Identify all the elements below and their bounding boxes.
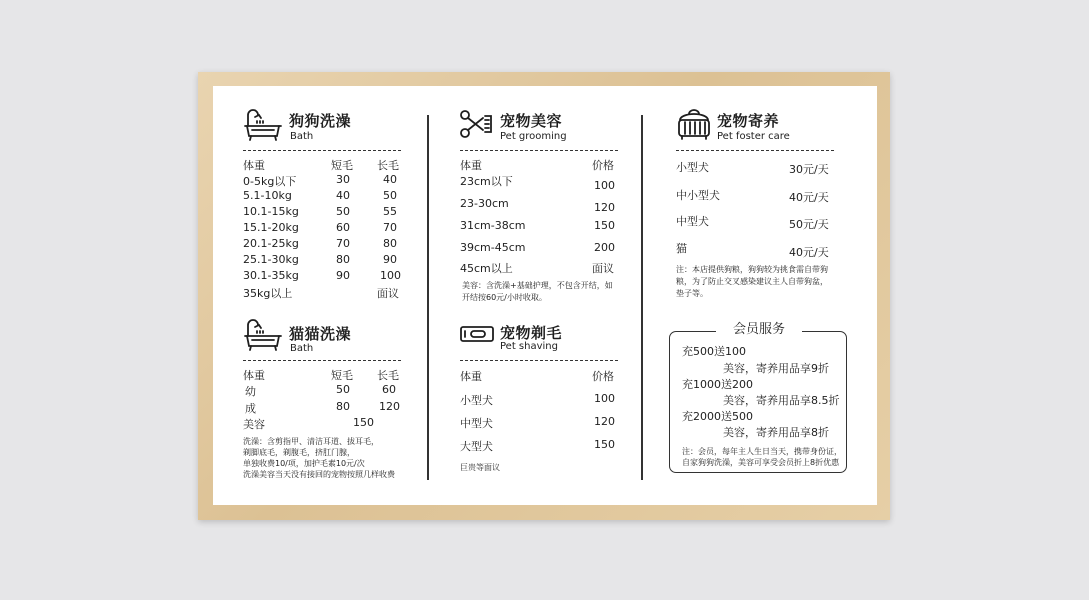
short-price: 40: [336, 189, 350, 202]
bathtub-icon: [243, 318, 283, 352]
bath-note-3: 单独收费10/项，加护毛素10元/次: [243, 459, 365, 468]
table-row: [460, 415, 620, 433]
membership-tier: 充2000送500: [682, 410, 753, 423]
long-price: 90: [383, 253, 397, 266]
grooming-note-1: 美容：含洗澡+基础护理，不包含开结，如: [462, 281, 613, 290]
table-row: [460, 392, 620, 410]
long-price: 70: [383, 221, 397, 234]
divider: [676, 150, 834, 151]
price: 30元/天: [789, 163, 829, 176]
service-cell: 美容: [243, 418, 265, 431]
membership-tier: 充1000送200: [682, 378, 753, 391]
table-row: [460, 241, 620, 259]
table-row: [460, 260, 620, 278]
col-price: 价格: [592, 370, 614, 383]
divider: [243, 360, 401, 361]
shaver-icon: [459, 324, 495, 344]
long-price: 60: [382, 383, 396, 396]
col-weight: 体重: [460, 370, 482, 383]
membership-note-2: 自家狗狗洗澡，美容可享受会员折上8折优惠: [682, 458, 840, 467]
membership-note-1: 注：会员，每年主人生日当天，携带身份证，: [682, 447, 842, 456]
table-row: [676, 213, 836, 231]
table-row: [460, 438, 620, 456]
size-cell: 中小型犬: [676, 189, 720, 202]
long-price: 50: [383, 189, 397, 202]
price: 100: [594, 392, 615, 405]
long-price: 40: [383, 173, 397, 186]
price: 面议: [592, 262, 614, 275]
grooming-note-2: 开结按60元/小时收取。: [462, 293, 547, 302]
long-price: 100: [380, 269, 401, 282]
shaving-note: 巨贵等面议: [460, 463, 500, 472]
size-cell: 39cm-45cm: [460, 241, 526, 254]
size-cell: 中型犬: [676, 215, 709, 228]
short-price: 30: [336, 173, 350, 186]
weight-cell: 10.1-15kg: [243, 205, 299, 218]
scissors-icon: [459, 108, 495, 142]
price: 150: [594, 438, 615, 451]
cat-bath-title: 猫猫洗澡: [289, 325, 352, 343]
table-row: [245, 383, 405, 401]
dog-bath-subtitle: Bath: [290, 131, 314, 142]
membership-benefit: 美容，寄养用品享8折: [723, 426, 829, 439]
table-row: [460, 197, 620, 215]
size-cell: 23-30cm: [460, 197, 509, 210]
long-price: 120: [379, 400, 400, 413]
divider: [460, 150, 618, 151]
weight-cell: 20.1-25kg: [243, 237, 299, 250]
table-row: [243, 285, 403, 303]
size-cell: 大型犬: [460, 440, 493, 453]
table-row: [460, 219, 620, 237]
table-header: [460, 368, 620, 386]
price: 50元/天: [789, 218, 829, 231]
dog-bath-title: 狗狗洗澡: [289, 112, 352, 130]
long-price: 55: [383, 205, 397, 218]
col-long: 长毛: [377, 159, 399, 172]
col-weight: 体重: [460, 159, 482, 172]
weight-cell: 30.1-35kg: [243, 269, 299, 282]
shaving-subtitle: Pet shaving: [500, 341, 558, 352]
long-price: 面议: [377, 287, 399, 300]
foster-subtitle: Pet foster care: [717, 131, 790, 142]
table-row: [676, 187, 836, 205]
long-price: 80: [383, 237, 397, 250]
short-price: 60: [336, 221, 350, 234]
pet-carrier-icon: [676, 108, 712, 142]
bath-note-4: 洗澡美容当天没有接回的宠物按照几样收费: [243, 470, 395, 479]
short-price: 90: [336, 269, 350, 282]
shaving-title: 宠物剃毛: [500, 324, 563, 342]
price: 40元/天: [789, 246, 829, 259]
column-divider: [641, 115, 643, 480]
size-cell: 31cm-38cm: [460, 219, 526, 232]
weight-cell: 0-5kg以下: [243, 175, 297, 188]
membership-title: 会员服务: [716, 320, 802, 340]
membership-tier: 充500送100: [682, 345, 746, 358]
foster-note-1: 注：本店提供狗粮，狗狗较为挑食需自带狗: [676, 265, 828, 274]
bathtub-icon: [243, 108, 283, 142]
grooming-title: 宠物美容: [500, 112, 563, 130]
col-long: 长毛: [377, 369, 399, 382]
foster-note-3: 垫子等。: [676, 289, 708, 298]
size-cell: 23cm以下: [460, 175, 513, 188]
short-price: 70: [336, 237, 350, 250]
cat-bath-subtitle: Bath: [290, 343, 314, 354]
divider: [460, 360, 618, 361]
table-row: [676, 240, 836, 258]
size-cell: 猫: [676, 242, 687, 255]
price: 100: [594, 179, 615, 192]
membership-benefit: 美容，寄养用品享9折: [723, 362, 829, 375]
col-weight: 体重: [243, 369, 265, 382]
bath-note-1: 洗澡：含剪指甲、清洁耳道、拔耳毛，: [243, 437, 379, 446]
bath-note-2: 剃脚底毛，剃腹毛，挤肛门腺，: [243, 448, 355, 457]
weight-cell: 5.1-10kg: [243, 189, 292, 202]
price: 40元/天: [789, 191, 829, 204]
table-row: [243, 416, 403, 434]
foster-note-2: 粮，为了防止交叉感染建议主人自带狗盆，: [676, 277, 828, 286]
age-cell: 幼: [245, 385, 256, 398]
size-cell: 45cm以上: [460, 262, 513, 275]
short-price: 50: [336, 205, 350, 218]
weight-cell: 35kg以上: [243, 287, 293, 300]
foster-title: 宠物寄养: [717, 112, 780, 130]
col-weight: 体重: [243, 159, 265, 172]
price: 150: [353, 416, 374, 429]
price: 150: [594, 219, 615, 232]
age-cell: 成: [245, 402, 256, 415]
col-price: 价格: [592, 159, 614, 172]
weight-cell: 25.1-30kg: [243, 253, 299, 266]
price: 120: [594, 415, 615, 428]
membership-benefit: 美容，寄养用品享8.5折: [723, 394, 840, 407]
short-price: 50: [336, 383, 350, 396]
col-short: 短毛: [331, 369, 353, 382]
divider: [243, 150, 401, 151]
short-price: 80: [336, 400, 350, 413]
table-row: [460, 173, 620, 191]
weight-cell: 15.1-20kg: [243, 221, 299, 234]
size-cell: 中型犬: [460, 417, 493, 430]
price: 200: [594, 241, 615, 254]
grooming-subtitle: Pet grooming: [500, 131, 567, 142]
table-row: [676, 159, 836, 177]
col-short: 短毛: [331, 159, 353, 172]
price: 120: [594, 201, 615, 214]
column-divider: [427, 115, 429, 480]
size-cell: 小型犬: [460, 394, 493, 407]
size-cell: 小型犬: [676, 161, 709, 174]
short-price: 80: [336, 253, 350, 266]
